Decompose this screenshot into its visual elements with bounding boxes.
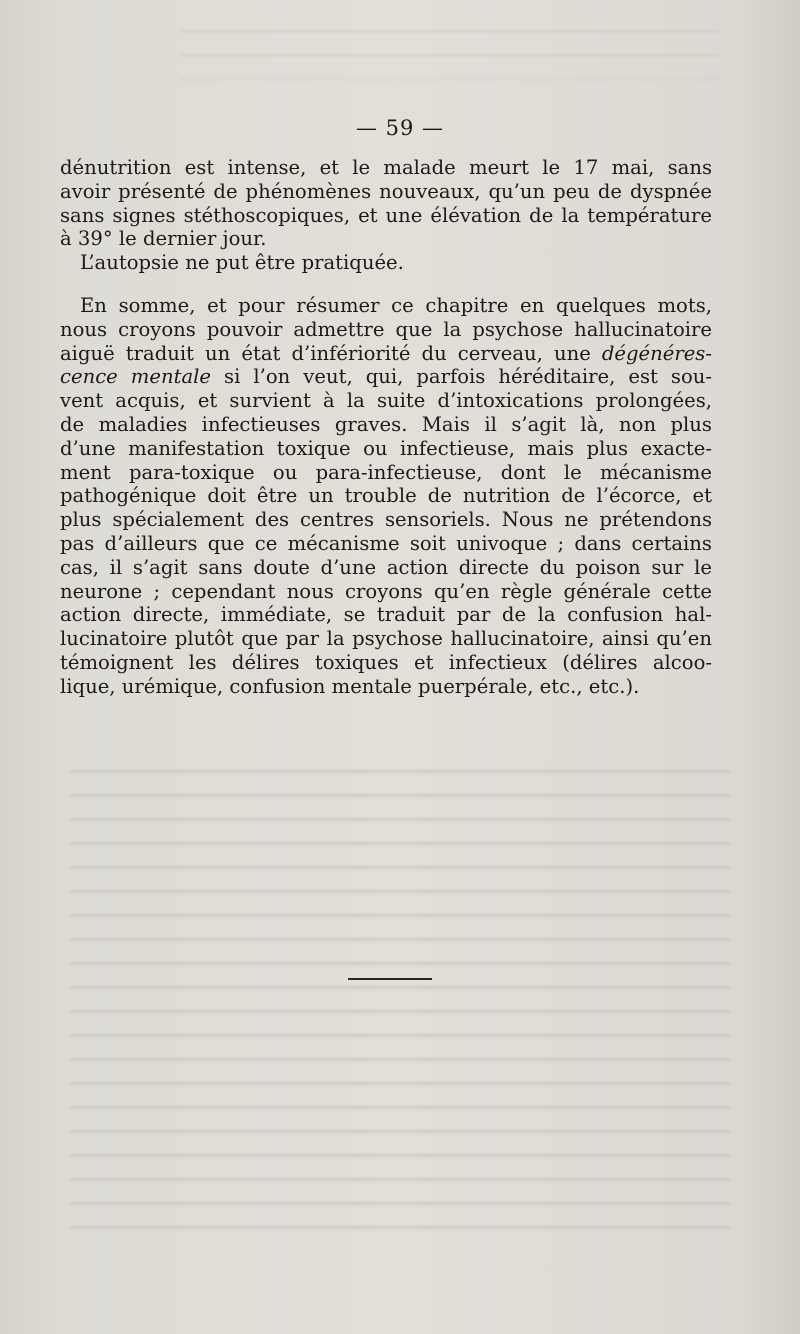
text-line: En somme, et pour résumer ce chapitre en quelques mots, (80, 294, 712, 317)
autopsy-line: L’autopsie ne put être pratiquée. (80, 251, 404, 275)
text-block-top (60, 156, 712, 275)
text-line: neurone ; cependant nous croyons qu’en règle générale cette (60, 579, 712, 603)
text-line: cas, il s’agit sans doute d’une action directe du poison sur le (60, 555, 712, 579)
text-segment: aiguë traduit un état d’infériorité du cerveau, une (60, 341, 602, 365)
text-line (60, 365, 712, 389)
text-line: ment para-toxique ou para-infectieuse, dont le mécanisme (60, 460, 712, 484)
text-line: sans signes stéthoscopiques, et une élévation de la température (60, 203, 712, 227)
text-line: de maladies infectieuses graves. Mais il s’agit là, non plus (60, 412, 712, 436)
text-line: témoignent les délires toxiques et infectieux (délires alcoo- (60, 650, 712, 674)
italic-term: dégénéres- (601, 341, 712, 365)
text-line: d’une manifestation toxique ou infectieuse, mais plus exacte- (60, 436, 712, 460)
summary-paragraph (60, 294, 712, 699)
text-line: pathogénique doit être un trouble de nutrition de l’écorce, et (60, 484, 712, 508)
text-line: lique, urémique, confusion mentale puerpérale, etc., etc.). (60, 674, 640, 698)
text-line: lucinatoire plutôt que par la psychose hallucinatoire, ainsi qu’en (60, 627, 712, 651)
text-line: action directe, immédiate, se traduit par de la confusion hal- (60, 603, 712, 627)
text-line: à 39° le dernier jour. (60, 227, 267, 251)
text-line: avoir présenté de phénomènes nouveaux, qu’un peu de dyspnée (60, 179, 712, 203)
italic-term: cence mentale (60, 365, 211, 389)
text-line: dénutrition est intense, et le malade meurt le 17 mai, sans (60, 156, 712, 179)
text-line: pas d’ailleurs que ce mécanisme soit univoque ; dans certains (60, 531, 712, 555)
text-line (60, 342, 712, 366)
show-through-text-top (180, 20, 720, 80)
text-line: plus spécialement des centres sensoriels. Nous ne prétendons (60, 508, 712, 532)
show-through-text-bottom (70, 760, 730, 1240)
text-line: vent acquis, et survient à la suite d’intoxications prolongées, (60, 389, 712, 413)
text-line: nous croyons pouvoir admettre que la psychose hallucinatoire (60, 317, 712, 341)
text-segment: si l’on veut, qui, parfois héréditaire, est sou- (211, 365, 712, 389)
section-separator (348, 978, 432, 980)
page-number: — 59 — (355, 116, 445, 140)
